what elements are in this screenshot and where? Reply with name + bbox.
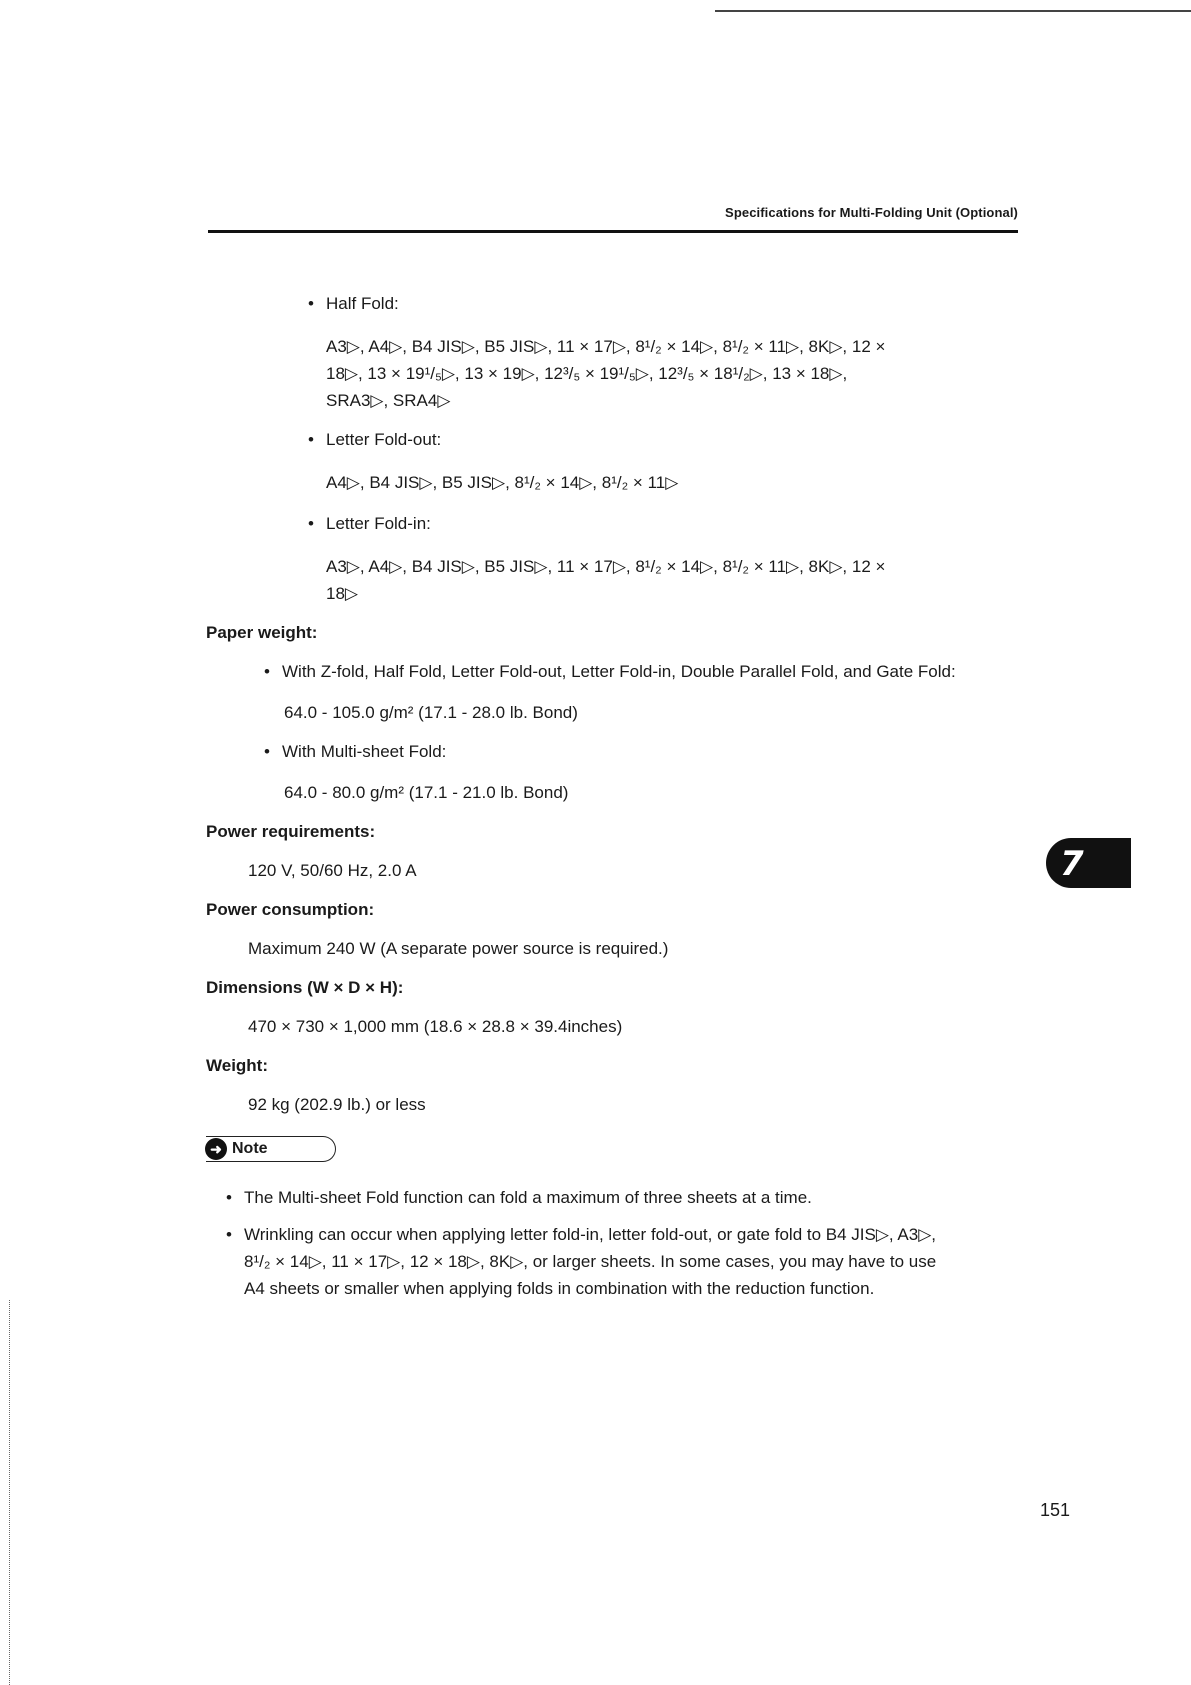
paper-weight-item-label: • With Z-fold, Half Fold, Letter Fold-out, Letter Fold-in, Double Parallel Fold, and Gate Fold: xyxy=(262,658,1026,685)
fold-values-letter-out: A4▷, B4 JIS▷, B5 JIS▷, 8¹/₂ × 14▷, 8¹/₂ × 11▷ xyxy=(326,473,679,492)
fold-values-half: A3▷, A4▷, B4 JIS▷, B5 JIS▷, 11 × 17▷, 8¹/₂ × 14▷, 8¹/₂ × 11▷, 8K▷, 12 × 18▷, 13 × 19¹/₅▷, 13 × 19▷, 12³/₅ × 19¹/₅▷, 12³/₅ × 18¹/₂▷, 13 × 18▷, SRA3▷, SRA4▷ xyxy=(326,337,886,410)
page-number: 151 xyxy=(1040,1500,1071,1520)
note-list xyxy=(224,1184,1026,1302)
power-consumption-label: Power consumption: xyxy=(206,900,375,919)
weight-label: Weight: xyxy=(206,1056,269,1075)
note-icon: ➜ xyxy=(205,1138,227,1160)
fold-label-letter-out: • Letter Fold-out: xyxy=(306,426,1026,453)
fold-types-list xyxy=(306,290,1026,607)
fold-label-letter-in: • Letter Fold-in: xyxy=(306,510,1026,537)
fold-label-half: • Half Fold: xyxy=(306,290,1026,317)
paper-weight-item-value: 64.0 - 105.0 g/m² (17.1 - 28.0 lb. Bond) xyxy=(284,703,578,722)
running-header: Specifications for Multi-Folding Unit (Optional) xyxy=(725,205,1018,220)
top-rule xyxy=(715,10,1191,12)
fold-values-letter-in: A3▷, A4▷, B4 JIS▷, B5 JIS▷, 11 × 17▷, 8¹/₂ × 14▷, 8¹/₂ × 11▷, 8K▷, 12 × 18▷ xyxy=(326,557,886,603)
power-consumption-value: Maximum 240 W (A separate power source is required.) xyxy=(248,939,669,958)
note-heading xyxy=(206,1136,336,1162)
weight-value: 92 kg (202.9 lb.) or less xyxy=(248,1095,426,1114)
header-rule xyxy=(208,230,1018,233)
paper-weight-item-label: • With Multi-sheet Fold: xyxy=(262,738,1026,765)
dimensions-value: 470 × 730 × 1,000 mm (18.6 × 28.8 × 39.4inches) xyxy=(248,1017,623,1036)
page-content xyxy=(206,290,1026,1312)
chapter-number: 7 xyxy=(1060,844,1084,884)
note-label: Note xyxy=(232,1140,268,1157)
chapter-tab xyxy=(1046,838,1131,888)
paper-weight-list xyxy=(262,658,1026,806)
paper-weight-label: Paper weight: xyxy=(206,623,318,642)
paper-weight-item-value: 64.0 - 80.0 g/m² (17.1 - 21.0 lb. Bond) xyxy=(284,783,569,802)
page-edge-marks xyxy=(9,1300,11,1685)
power-requirements-label: Power requirements: xyxy=(206,822,376,841)
note-item: • Wrinkling can occur when applying letter fold-in, letter fold-out, or gate fold to B4 JIS▷, A3▷, 8¹/₂ × 14▷, 11 × 17▷, 12 × 18▷, 8K▷, or larger sheets. In some cases, you may have to use A4 sheets or smaller when applying folds in combination with the reduction function. xyxy=(224,1221,1026,1302)
power-requirements-value: 120 V, 50/60 Hz, 2.0 A xyxy=(248,861,417,880)
note-item: • The Multi-sheet Fold function can fold a maximum of three sheets at a time. xyxy=(224,1184,1026,1211)
dimensions-label: Dimensions (W × D × H): xyxy=(206,978,404,997)
